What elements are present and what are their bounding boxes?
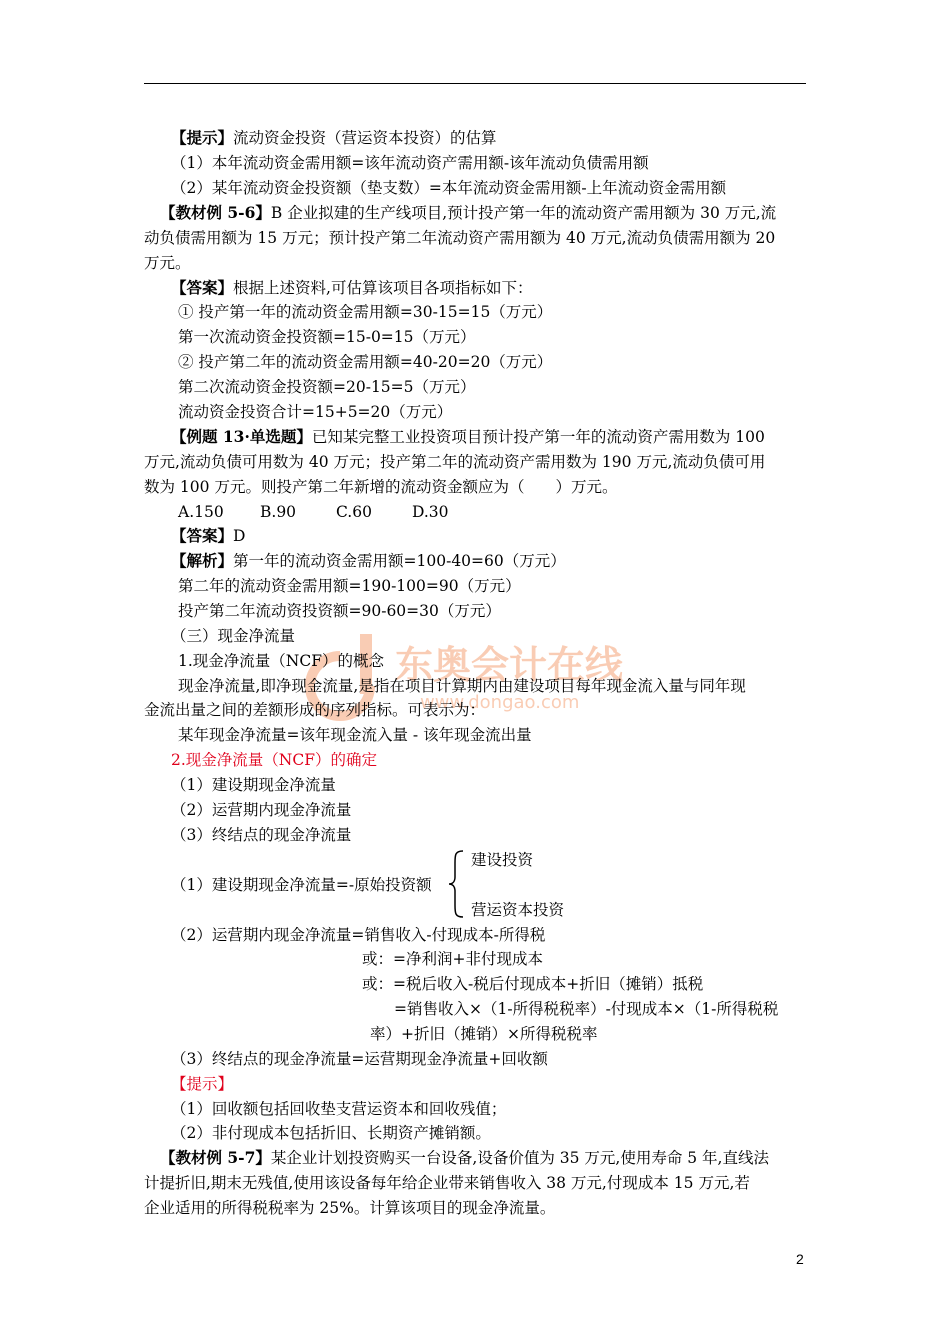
subsection-heading: 1.现金净流量（NCF）的概念 bbox=[178, 652, 384, 670]
tip-line bbox=[171, 126, 497, 150]
brace-label: （1）建设期现金净流量=-原始投资额 bbox=[171, 876, 432, 894]
example-label: 【教材例 5-6】 bbox=[160, 203, 271, 222]
formula-line: （3）终结点的现金净流量=运营期现金净流量+回收额 bbox=[171, 1050, 548, 1068]
text-line: （2）运营期内现金净流量 bbox=[171, 801, 352, 819]
text-line: （1）本年流动资金需用额=该年流动资产需用额-该年流动负债需用额 bbox=[171, 154, 649, 172]
formula-line: （2）运营期内现金净流量=销售收入-付现成本-所得税 bbox=[171, 926, 546, 944]
text-line: （1）回收额包括回收垫支营运资本和回收残值； bbox=[171, 1100, 507, 1118]
text-line: （2）非付现成本包括折旧、长期资产摊销额。 bbox=[171, 1124, 491, 1142]
example-line bbox=[160, 1146, 769, 1170]
analysis-label: 【解析】 bbox=[171, 551, 234, 570]
text-line: 第二年的流动资金需用额=190-100=90（万元） bbox=[178, 577, 521, 595]
watermark-url: www.dongao.com bbox=[420, 692, 580, 713]
answer-text: 根据上述资料,可估算该项目各项指标如下： bbox=[233, 279, 533, 297]
question-line bbox=[171, 425, 765, 449]
example-line bbox=[160, 201, 776, 225]
text-line: 流动资金投资合计=15+5=20（万元） bbox=[178, 403, 453, 421]
option-d: D.30 bbox=[412, 503, 449, 521]
page-number: 2 bbox=[796, 1251, 804, 1267]
text-line: 企业适用的所得税税率为 25%。计算该项目的现金净流量。 bbox=[144, 1199, 556, 1217]
analysis-line bbox=[171, 549, 566, 573]
text-line: 投产第二年流动资投资额=90-60=30（万元） bbox=[178, 602, 501, 620]
formula-line: 某年现金净流量=该年现金流入量 - 该年现金流出量 bbox=[178, 726, 532, 744]
subsection-heading: 2.现金净流量（NCF）的确定 bbox=[171, 751, 377, 769]
text-line: 万元,流动负债可用数为 40 万元；投产第二年的流动资产需用数为 190 万元,流动负债可用 bbox=[144, 453, 766, 471]
tip-label: 【提示】 bbox=[171, 1075, 234, 1093]
text-line: 数为 100 万元。则投产第二年新增的流动资金额应为（ ）万元。 bbox=[144, 478, 618, 496]
question-text: 已知某完整工业投资项目预计投产第一年的流动资产需用数为 100 bbox=[311, 428, 765, 446]
curly-brace-icon bbox=[447, 849, 465, 919]
option-a: A.150 bbox=[178, 503, 224, 521]
formula-line: 或：=税后收入-税后付现成本+折旧（摊销）抵税 bbox=[362, 975, 704, 993]
watermark-logo-text: 东奥会计在线 bbox=[395, 643, 624, 687]
text-line: （2）某年流动资金投资额（垫支数）=本年流动资金需用额-上年流动资金需用额 bbox=[171, 179, 727, 197]
text-line: 万元。 bbox=[144, 254, 191, 272]
answer-label: 【答案】 bbox=[171, 278, 234, 297]
option-c: C.60 bbox=[336, 503, 372, 521]
formula-line: 或：=净利润+非付现成本 bbox=[362, 950, 543, 968]
text-line: ① 投产第一年的流动资金需用额=30-15=15（万元） bbox=[178, 303, 553, 321]
example-text: 某企业计划投资购买一台设备,设备价值为 35 万元,使用寿命 5 年,直线法 bbox=[270, 1149, 769, 1167]
section-heading: （三）现金净流量 bbox=[171, 627, 296, 645]
answer-label: 【答案】 bbox=[171, 526, 234, 545]
text-line: 金流出量之间的差额形成的序列指标。可表示为： bbox=[144, 701, 486, 719]
option-b: B.90 bbox=[260, 503, 297, 521]
analysis-text: 第一年的流动资金需用额=100-40=60（万元） bbox=[233, 552, 566, 570]
answer-text: D bbox=[233, 527, 246, 545]
text-line: （3）终结点的现金净流量 bbox=[171, 826, 352, 844]
formula-line: 率）+折旧（摊销）×所得税税率 bbox=[370, 1025, 598, 1043]
text-line: 动负债需用额为 15 万元；预计投产第二年流动资产需用额为 40 万元,流动负债需用额为 20 bbox=[144, 229, 776, 247]
tip-text: 流动资金投资（营运资本投资）的估算 bbox=[233, 129, 497, 147]
text-line: ② 投产第二年的流动资金需用额=40-20=20（万元） bbox=[178, 353, 553, 371]
text-line: 第二次流动资金投资额=20-15=5（万元） bbox=[178, 378, 476, 396]
text-line: 现金净流量,即净现金流量,是指在项目计算期内由建设项目每年现金流入量与同年现 bbox=[178, 677, 746, 695]
brace-item-bottom: 营运资本投资 bbox=[471, 901, 565, 919]
question-label: 【例题 13·单选题】 bbox=[171, 427, 312, 446]
text-line: 计提折旧,期末无残值,使用该设备每年给企业带来销售收入 38 万元,付现成本 15 万元,若 bbox=[144, 1174, 750, 1192]
tip-label: 【提示】 bbox=[171, 128, 234, 147]
header-rule bbox=[144, 83, 806, 84]
answer-line bbox=[171, 276, 532, 300]
formula-line: =销售收入×（1-所得税税率）-付现成本×（1-所得税税 bbox=[394, 1000, 779, 1018]
answer-line bbox=[171, 524, 245, 548]
example-text: B 企业拟建的生产线项目,预计投产第一年的流动资产需用额为 30 万元,流 bbox=[270, 204, 777, 222]
text-line: 第一次流动资金投资额=15-0=15（万元） bbox=[178, 328, 476, 346]
text-line: （1）建设期现金净流量 bbox=[171, 776, 336, 794]
brace-item-top: 建设投资 bbox=[471, 851, 534, 869]
example-label: 【教材例 5-7】 bbox=[160, 1148, 271, 1167]
